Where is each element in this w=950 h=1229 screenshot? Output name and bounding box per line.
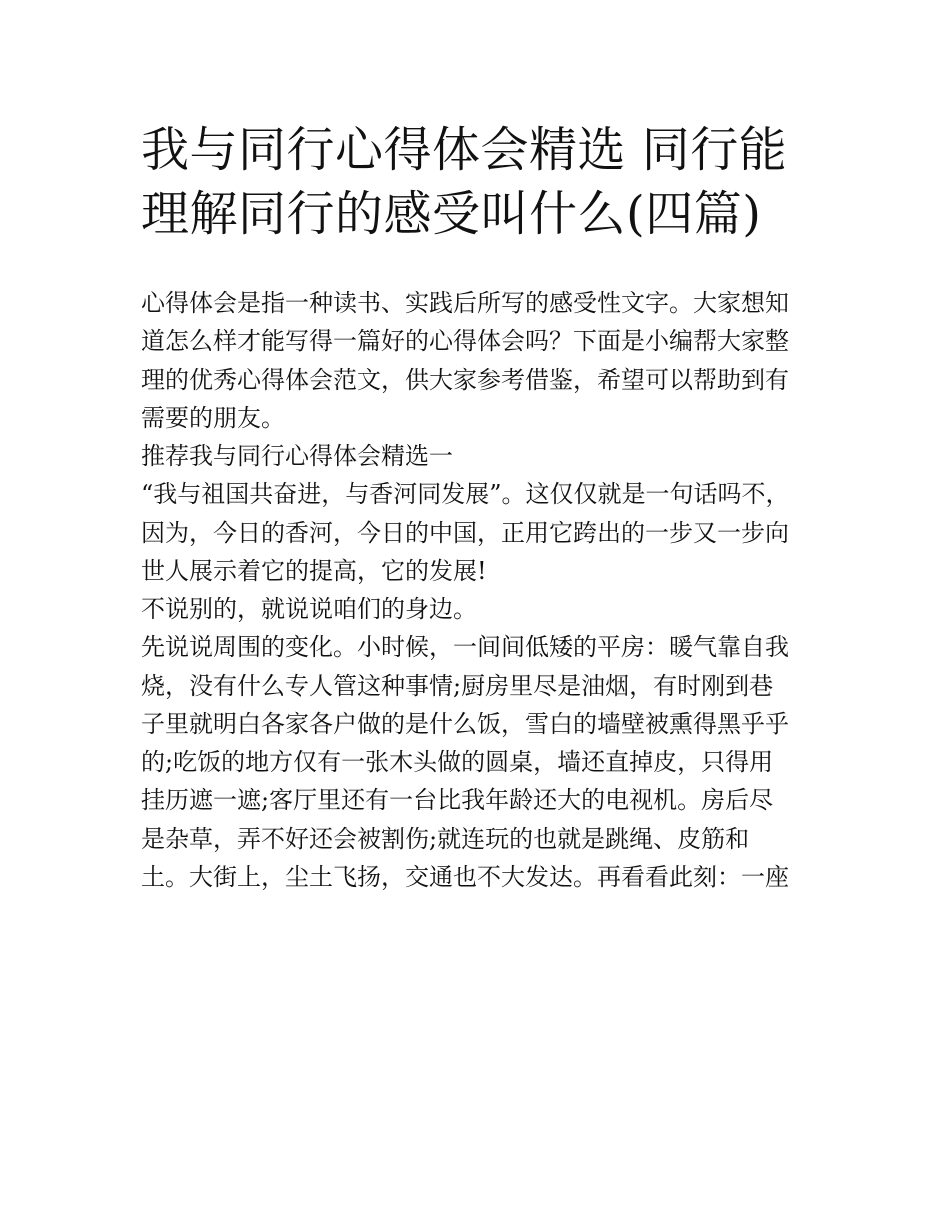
body-line: 挂历遮一遮;客厅里还有一台比我年龄还大的电视机。房后尽 — [141, 786, 774, 815]
title-line: 理解同行的感受叫什么(四篇) — [141, 186, 762, 242]
body-line: 土。大街上，尘土飞扬，交通也不大发达。再看看此刻：一座 — [141, 862, 789, 891]
body-line: 先说说周围的变化。小时候，一间间低矮的平房：暖气靠自我 — [141, 633, 789, 662]
body-line: “我与祖国共奋进，与香河同发展”。这仅仅就是一句话吗不， — [141, 480, 790, 509]
title-line: 我与同行心得体会精选 同行能 — [141, 122, 788, 178]
body-line: 的;吃饭的地方仅有一张木头做的圆桌，墙还直掉皮，只得用 — [141, 748, 774, 776]
body-line: 世人展示着它的提高，它的发展! — [141, 556, 487, 585]
body-line: 理的优秀心得体会范文，供大家参考借鉴，希望可以帮助到有 — [141, 365, 789, 394]
body-line: 是杂草，弄不好还会被割伤;就连玩的也就是跳绳、皮筋和 — [141, 824, 750, 853]
body-line: 烧，没有什么专人管这种事情;厨房里尽是油烟，有时刚到巷 — [141, 671, 774, 700]
body-line: 心得体会是指一种读书、实践后所写的感受性文字。大家想知 — [141, 289, 789, 317]
body-line: 道怎么样才能写得一篇好的心得体会吗？下面是小编帮大家整 — [141, 327, 789, 356]
body-line: 需要的朋友。 — [141, 403, 285, 432]
section-heading: 推荐我与同行心得体会精选一 — [141, 442, 453, 470]
body-line: 不说别的，就说说咱们的身边。 — [141, 595, 477, 623]
document-title — [141, 118, 821, 246]
document-body — [141, 284, 821, 896]
body-line: 因为，今日的香河，今日的中国，正用它跨出的一步又一步向 — [141, 518, 789, 547]
body-line: 子里就明白各家各户做的是什么饭，雪白的墙壁被熏得黑乎乎 — [141, 709, 789, 738]
